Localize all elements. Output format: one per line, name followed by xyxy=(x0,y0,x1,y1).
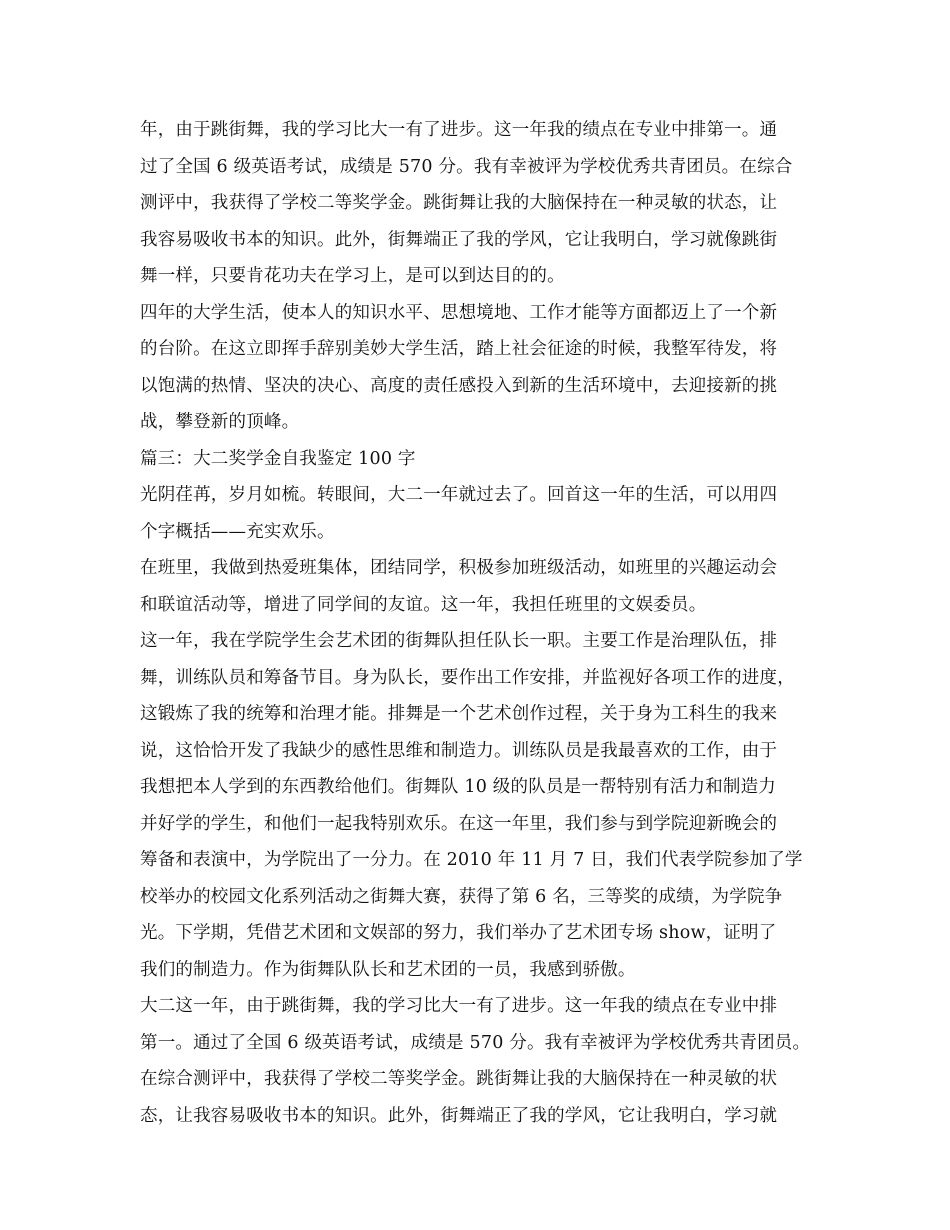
text-line: 光阴荏苒，岁月如梳。转眼间，大二一年就过去了。回首这一年的生活，可以用四 xyxy=(140,485,778,505)
text-line: 过了全国 6 级英语考试，成绩是 570 分。我有幸被评为学校优秀共青团员。在综合 xyxy=(140,156,793,177)
text-line: 大二这一年，由于跳街舞，我的学习比大一有了进步。这一年我的绩点在专业中排 xyxy=(140,996,778,1016)
text-line: 第一。通过了全国 6 级英语考试，成绩是 570 分。我有幸被评为学校优秀共青团员。 xyxy=(140,1032,811,1053)
text-line: 校举办的校园文化系列活动之街舞大赛，获得了第 6 名，三等奖的成绩，为学院争 xyxy=(140,886,783,907)
text-line: 这锻炼了我的统筹和治理才能。排舞是一个艺术创作过程，关于身为工科生的我来 xyxy=(140,704,778,724)
text-line: 个字概括——充实欢乐。 xyxy=(140,521,335,542)
text-line: 态，让我容易吸收书本的知识。此外，街舞端正了我的学风，它让我明白，学习就 xyxy=(140,1105,778,1126)
text-line: 和联谊活动等，增进了同学间的友谊。这一年，我担任班里的文娱委员。 xyxy=(140,594,707,615)
text-line: 光。下学期，凭借艺术团和文娱部的努力，我们举办了艺术团专场 show，证明了 xyxy=(140,923,777,943)
text-line: 测评中，我获得了学校二等奖学金。跳街舞让我的大脑保持在一种灵敏的状态，让 xyxy=(140,193,778,213)
text-line: 我想把本人学到的东西教给他们。街舞队 10 级的队员是一帮特别有活力和制造力 xyxy=(140,777,776,797)
section-heading: 篇三：大二奖学金自我鉴定 100 字 xyxy=(140,448,416,469)
text-line: 四年的大学生活，使本人的知识水平、思想境地、工作才能等方面都迈上了一个新 xyxy=(140,302,778,323)
text-line: 舞，训练队员和筹备节目。身为队长，要作出工作安排，并监视好各项工作的进度， xyxy=(140,667,795,688)
text-line: 在综合测评中，我获得了学校二等奖学金。跳街舞让我的大脑保持在一种灵敏的状 xyxy=(140,1069,778,1089)
text-line: 我们的制造力。作为街舞队队长和艺术团的一员，我感到骄傲。 xyxy=(140,959,636,980)
text-line: 并好学的学生，和他们一起我特别欢乐。在这一年里，我们参与到学院迎新晚会的 xyxy=(140,813,778,834)
text-line: 在班里，我做到热爱班集体，团结同学，积极参加班级活动，如班里的兴趣运动会 xyxy=(140,558,778,578)
text-line: 的台阶。在这立即挥手辞别美妙大学生活，踏上社会征途的时候，我整军待发，将 xyxy=(140,339,778,359)
text-line: 我容易吸收书本的知识。此外，街舞端正了我的学风，它让我明白，学习就像跳街 xyxy=(140,229,778,250)
text-line: 战，攀登新的顶峰。 xyxy=(140,412,300,432)
text-line: 筹备和表演中，为学院出了一分力。在 2010 年 11 月 7 日，我们代表学院参加了学 xyxy=(140,850,803,870)
text-line: 这一年，我在学院学生会艺术团的街舞队担任队长一职。主要工作是治理队伍，排 xyxy=(140,631,778,651)
text-line: 以饱满的热情、坚决的决心、高度的责任感投入到新的生活环境中，去迎接新的挑 xyxy=(140,375,778,396)
text-line: 舞一样，只要肯花功夫在学习上，是可以到达目的的。 xyxy=(140,266,565,286)
text-line: 年，由于跳街舞，我的学习比大一有了进步。这一年我的绩点在专业中排第一。通 xyxy=(140,120,778,140)
document-body xyxy=(140,112,820,1134)
text-line: 说，这恰恰开发了我缺少的感性思维和制造力。训练队员是我最喜欢的工作，由于 xyxy=(140,740,778,761)
